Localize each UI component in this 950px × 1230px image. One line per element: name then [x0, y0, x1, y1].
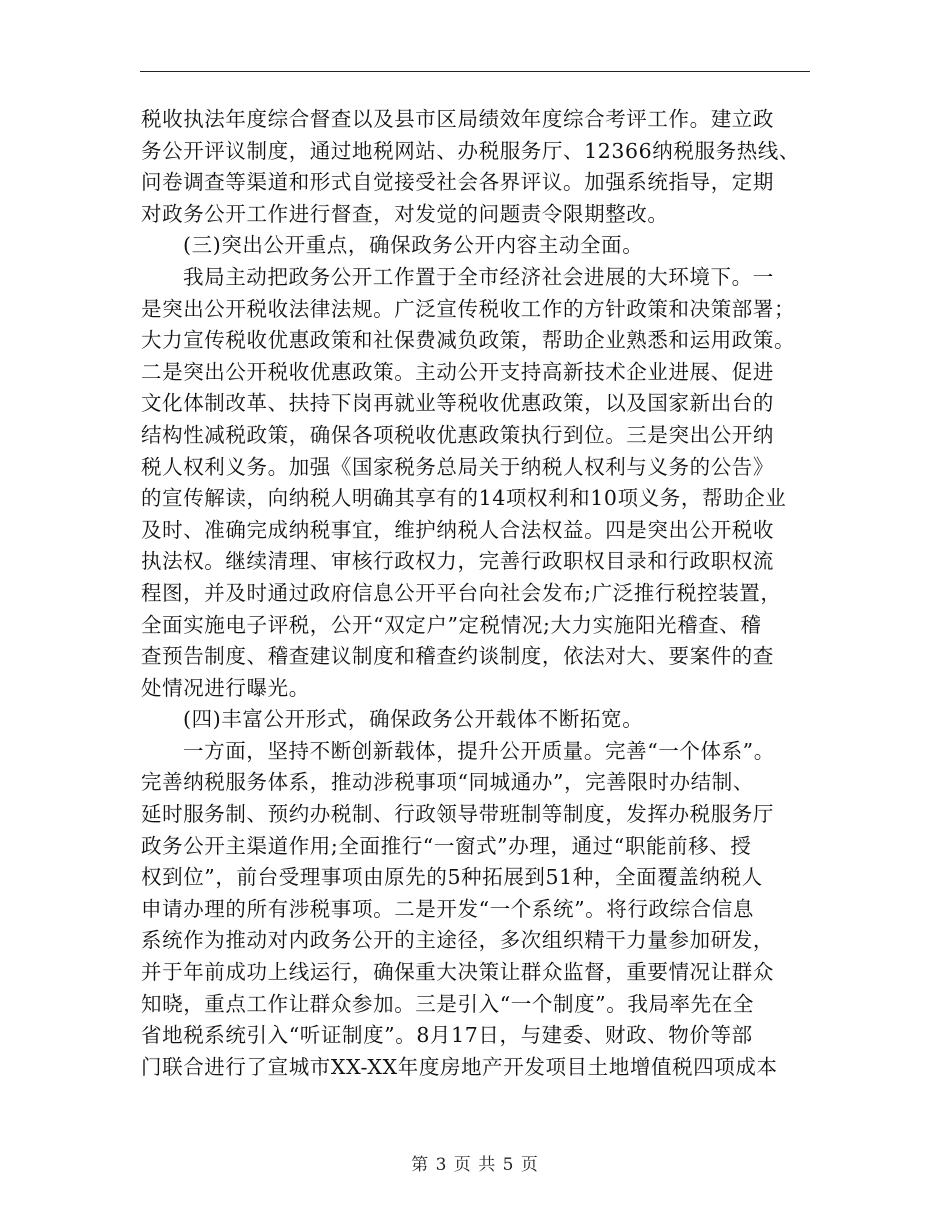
body-text-line: 对政务公开工作进行督查，对发觉的问题责令限期整改。	[141, 201, 669, 226]
body-text-line: 申请办理的所有涉税事项。二是开发“一个系统”。将行政综合信息	[141, 896, 754, 921]
body-text-line: 税收执法年度综合督查以及县市区局绩效年度综合考评工作。建立政	[141, 107, 774, 131]
document-body	[141, 104, 811, 1083]
body-text-line: 二是突出公开税收优惠政策。主动公开支持高新技术企业进展、促进	[141, 359, 774, 384]
body-text-line: 大力宣传税收优惠政策和社保费减负政策，帮助企业熟悉和运用政策。	[141, 328, 796, 353]
header-rule	[140, 71, 810, 72]
body-text-line: 处情况进行曝光。	[141, 675, 310, 700]
body-text-line: 结构性减税政策，确保各项税收优惠政策执行到位。三是突出公开纳	[141, 422, 774, 447]
page-number: 第 3 页 共 5 页	[411, 1155, 539, 1175]
body-text-line: 的宣传解读，向纳税人明确其享有的14项权利和10项义务，帮助企业	[141, 486, 787, 511]
body-text-line: (三)突出公开重点，确保政务公开内容主动全面。	[183, 233, 644, 258]
body-text-line: 问卷调查等渠道和形式自觉接受社会各界评议。加强系统指导，定期	[141, 170, 774, 195]
body-text-line: 省地税系统引入“听证制度”。8月17日，与建委、财政、物价等部	[141, 1023, 753, 1048]
body-text-line: 知晓，重点工作让群众参加。三是引入“一个制度”。我局率先在全	[141, 991, 754, 1016]
body-text-line: 程图，并及时通过政府信息公开平台向社会发布;广泛推行税控装置，	[141, 580, 782, 605]
body-text-line: 全面实施电子评税，公开“双定户”定税情况;大力实施阳光稽查、稽	[141, 612, 762, 637]
body-text-line: (四)丰富公开形式，确保政务公开载体不断拓宽。	[183, 707, 644, 732]
body-text-line: 门联合进行了宣城市XX-XX年度房地产开发项目土地增值税四项成本	[141, 1054, 778, 1079]
body-text-line: 执法权。继续清理、审核行政权力，完善行政职权目录和行政职权流	[141, 549, 774, 574]
body-text-line: 文化体制改革、扶持下岗再就业等税收优惠政策，以及国家新出台的	[141, 391, 774, 416]
body-text-line: 税人权利义务。加强《国家税务总局关于纳税人权利与义务的公告》	[141, 454, 774, 479]
body-text-line: 权到位”，前台受理事项由原先的5种拓展到51种，全面覆盖纳税人	[141, 865, 763, 890]
body-text-line: 及时、准确完成纳税事宜，维护纳税人合法权益。四是突出公开税收	[141, 517, 774, 542]
body-text-line: 并于年前成功上线运行，确保重大决策让群众监督，重要情况让群众	[141, 960, 774, 985]
body-text-line: 是突出公开税收法律法规。广泛宣传税收工作的方针政策和决策部署；	[141, 296, 796, 321]
body-text-line: 一方面，坚持不断创新载体，提升公开质量。完善“一个体系”。	[183, 738, 775, 763]
body-text-line: 政务公开主渠道作用;全面推行“一窗式”办理，通过“职能前移、授	[141, 833, 752, 858]
body-text-line: 查预告制度、稽查建议制度和稽查约谈制度，依法对大、要案件的查	[141, 644, 774, 669]
body-text-line: 完善纳税服务体系，推动涉税事项“同城通办”，完善限时办结制、	[141, 770, 754, 795]
body-text-line: 系统作为推动对内政务公开的主途径，多次组织精干力量参加研发，	[141, 928, 774, 953]
body-text-line: 务公开评议制度，通过地税网站、办税服务厅、12366纳税服务热线、	[141, 138, 801, 163]
body-text-line: 延时服务制、预约办税制、行政领导带班制等制度，发挥办税服务厅	[141, 802, 774, 827]
body-text-line: 我局主动把政务公开工作置于全市经济社会进展的大环境下。一	[183, 264, 774, 289]
